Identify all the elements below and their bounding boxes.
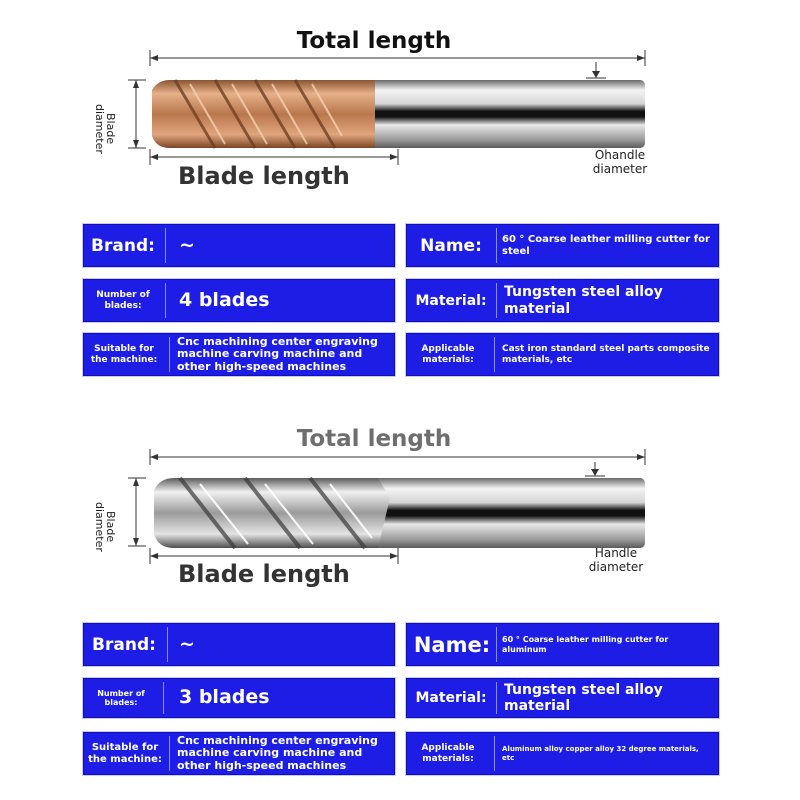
applicable-cell (405, 731, 720, 776)
applicable-label: Applicable materials: (421, 344, 475, 365)
brand-label: Brand: (92, 634, 156, 655)
material-value: Tungsten steel alloy material (504, 284, 663, 317)
material-cell (405, 677, 720, 719)
machine-cell (82, 731, 396, 776)
brand-label: Brand: (91, 235, 155, 256)
name-value: 60 ° Coarse leather milling cutter for aluminum (502, 635, 669, 654)
handle-diameter-label: Ohandle diameter (592, 148, 648, 176)
brand-cell (82, 622, 396, 667)
machine-value: Cnc machining center engraving machine carving machine and other high-speed machines (177, 334, 378, 373)
machine-label: Suitable for the machine: (90, 344, 158, 365)
blade-diameter-label: Blade diameter (93, 502, 117, 552)
material-value: Tungsten steel alloy material (504, 681, 663, 714)
material-label: Material: (415, 292, 487, 309)
applicable-value: Cast iron standard steel parts composite materials, etc (502, 344, 710, 365)
blades-value: 4 blades (179, 288, 270, 311)
applicable-label: Applicable materials: (421, 743, 475, 764)
brand-value: ~ (179, 233, 195, 256)
material-label: Material: (415, 690, 487, 706)
applicable-value: Aluminum alloy copper alloy 32 degree materials, etc (502, 745, 699, 762)
total-length-label: Total length (296, 28, 452, 54)
name-value: 60 ° Coarse leather milling cutter for steel (502, 234, 710, 257)
blades-label: Number of blades: (96, 290, 150, 311)
handle-diameter-label: Handle diameter (588, 546, 644, 574)
blade-length-label: Blade length (178, 560, 350, 588)
name-cell (405, 622, 720, 667)
blades-label: Number of blades: (97, 688, 145, 707)
blades-cell (82, 677, 396, 719)
machine-value: Cnc machining center engraving machine carving machine and other high-speed machines (177, 733, 378, 772)
total-length-label: Total length (296, 426, 452, 452)
blades-value: 3 blades (179, 686, 270, 709)
name-label: Name: (420, 235, 482, 256)
machine-label: Suitable for the machine: (88, 742, 162, 765)
brand-value: ~ (179, 632, 195, 655)
blade-length-label: Blade length (178, 162, 350, 190)
blade-diameter-label: Blade diameter (93, 104, 117, 154)
name-label: Name: (413, 632, 491, 657)
